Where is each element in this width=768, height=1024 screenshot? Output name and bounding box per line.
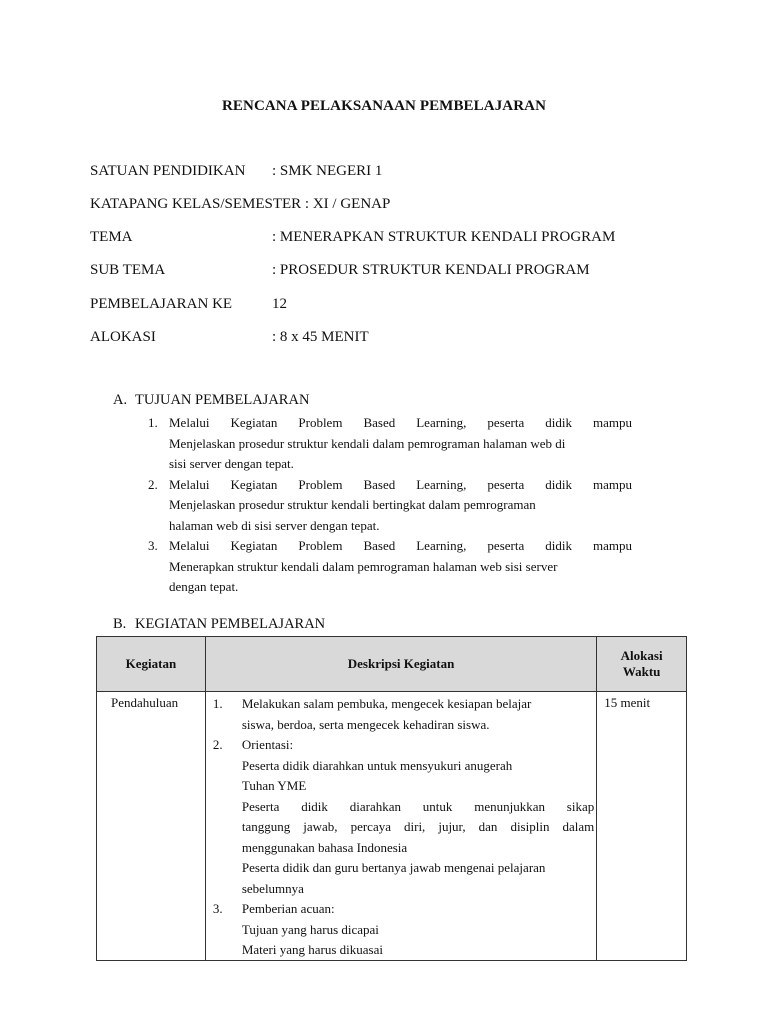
info-label: SATUAN PENDIDIKAN (90, 163, 246, 179)
objective-line: Menjelaskan prosedur struktur kendali dalam pemrograman halaman web di (169, 435, 566, 451)
section-letter: B. (113, 616, 127, 632)
objective-line: Melalui Kegiatan Problem Based Learning, peserta didik mampu (169, 415, 632, 430)
objective-number: 3. (148, 538, 158, 553)
orientation-points (213, 756, 594, 900)
section-letter: A. (113, 392, 128, 408)
table-row (97, 692, 687, 961)
header-alokasi-line: Waktu (622, 664, 661, 679)
acuan-points (213, 920, 594, 961)
info-value: : MENERAPKAN STRUKTUR KENDALI PROGRAM (272, 229, 616, 245)
header-kegiatan: Kegiatan (97, 637, 206, 692)
info-value: : SMK NEGERI 1 (272, 163, 383, 179)
objectives-list (148, 413, 632, 598)
objective-item (148, 536, 632, 598)
description-line: siswa, berdoa, serta mengecek kehadiran siswa. (241, 716, 490, 732)
objective-line: Menerapkan struktur kendali dalam pemrograman halaman web sisi server (169, 558, 558, 574)
objective-item (148, 475, 632, 537)
info-kelas-semester (90, 196, 390, 213)
description-line: Peserta didik dan guru bertanya jawab mengenai pelajaran (241, 860, 546, 875)
activities-table (96, 636, 687, 961)
description-item (213, 694, 594, 735)
description-line: Peserta didik diarahkan untuk menunjukkan sikap (241, 798, 595, 814)
info-label: PEMBELAJARAN KE (90, 296, 233, 312)
section-title: TUJUAN PEMBELAJARAN (135, 392, 310, 408)
objective-line: Menjelaskan prosedur struktur kendali bertingkat dalam pemrograman (169, 497, 536, 512)
info-value: : 8 x 45 MENIT (272, 329, 369, 345)
objective-item (148, 413, 632, 475)
header-deskripsi: Deskripsi Kegiatan (205, 637, 596, 692)
cell-kegiatan (97, 692, 206, 961)
info-label: SUB TEMA (90, 262, 166, 278)
item-number: 2. (212, 737, 223, 752)
table-header-row (97, 637, 687, 692)
objective-number: 2. (148, 476, 158, 492)
objective-line: sisi server dengan tepat. (169, 456, 294, 471)
objective-line: dengan tepat. (169, 579, 239, 594)
description-content (206, 692, 596, 960)
objective-line: halaman web di sisi server dengan tepat. (169, 517, 380, 533)
description-line: Materi yang harus dikuasai (241, 942, 383, 957)
section-title: KEGIATAN PEMBELAJARAN (135, 616, 326, 632)
description-line: tanggung jawab, percaya diri, jujur, dan disiplin dalam (241, 819, 595, 834)
cell-alokasi (597, 692, 687, 961)
document-title: RENCANA PELAKSANAAN PEMBELAJARAN (221, 98, 547, 114)
cell-deskripsi (205, 692, 596, 961)
item-number: 3. (212, 901, 223, 916)
info-label: TEMA (90, 229, 133, 245)
item-number: 1. (212, 696, 223, 711)
description-line: Peserta didik diarahkan untuk mensyukuri anugerah (241, 757, 513, 773)
description-line: Pemberian acuan: (241, 901, 335, 916)
description-item (213, 899, 594, 920)
section-a-heading (113, 392, 309, 409)
description-item (213, 735, 594, 756)
header-alokasi-line: Alokasi (620, 648, 663, 663)
info-value: : PROSEDUR STRUKTUR KENDALI PROGRAM (272, 262, 590, 278)
objective-line: Melalui Kegiatan Problem Based Learning, peserta didik mampu (169, 538, 632, 553)
info-value: 12 (272, 296, 287, 312)
objective-number: 1. (148, 415, 158, 430)
description-line: Tujuan yang harus dicapai (241, 921, 379, 937)
description-line: sebelumnya (241, 880, 304, 896)
section-b-heading (113, 616, 325, 633)
header-alokasi (597, 637, 687, 692)
description-line: Melakukan salam pembuka, mengecek kesiapan belajar (241, 696, 532, 711)
info-combined-text: KATAPANG KELAS/SEMESTER : XI / GENAP (90, 196, 391, 212)
info-label: ALOKASI (90, 329, 156, 345)
time-allocation: 15 menit (604, 695, 651, 710)
description-line: Tuhan YME (241, 778, 307, 793)
description-line: menggunakan bahasa Indonesia (241, 839, 408, 855)
description-line: Orientasi: (241, 737, 294, 752)
stage-name: Pendahuluan (111, 695, 179, 710)
objective-line: Melalui Kegiatan Problem Based Learning, peserta didik mampu (169, 476, 632, 492)
